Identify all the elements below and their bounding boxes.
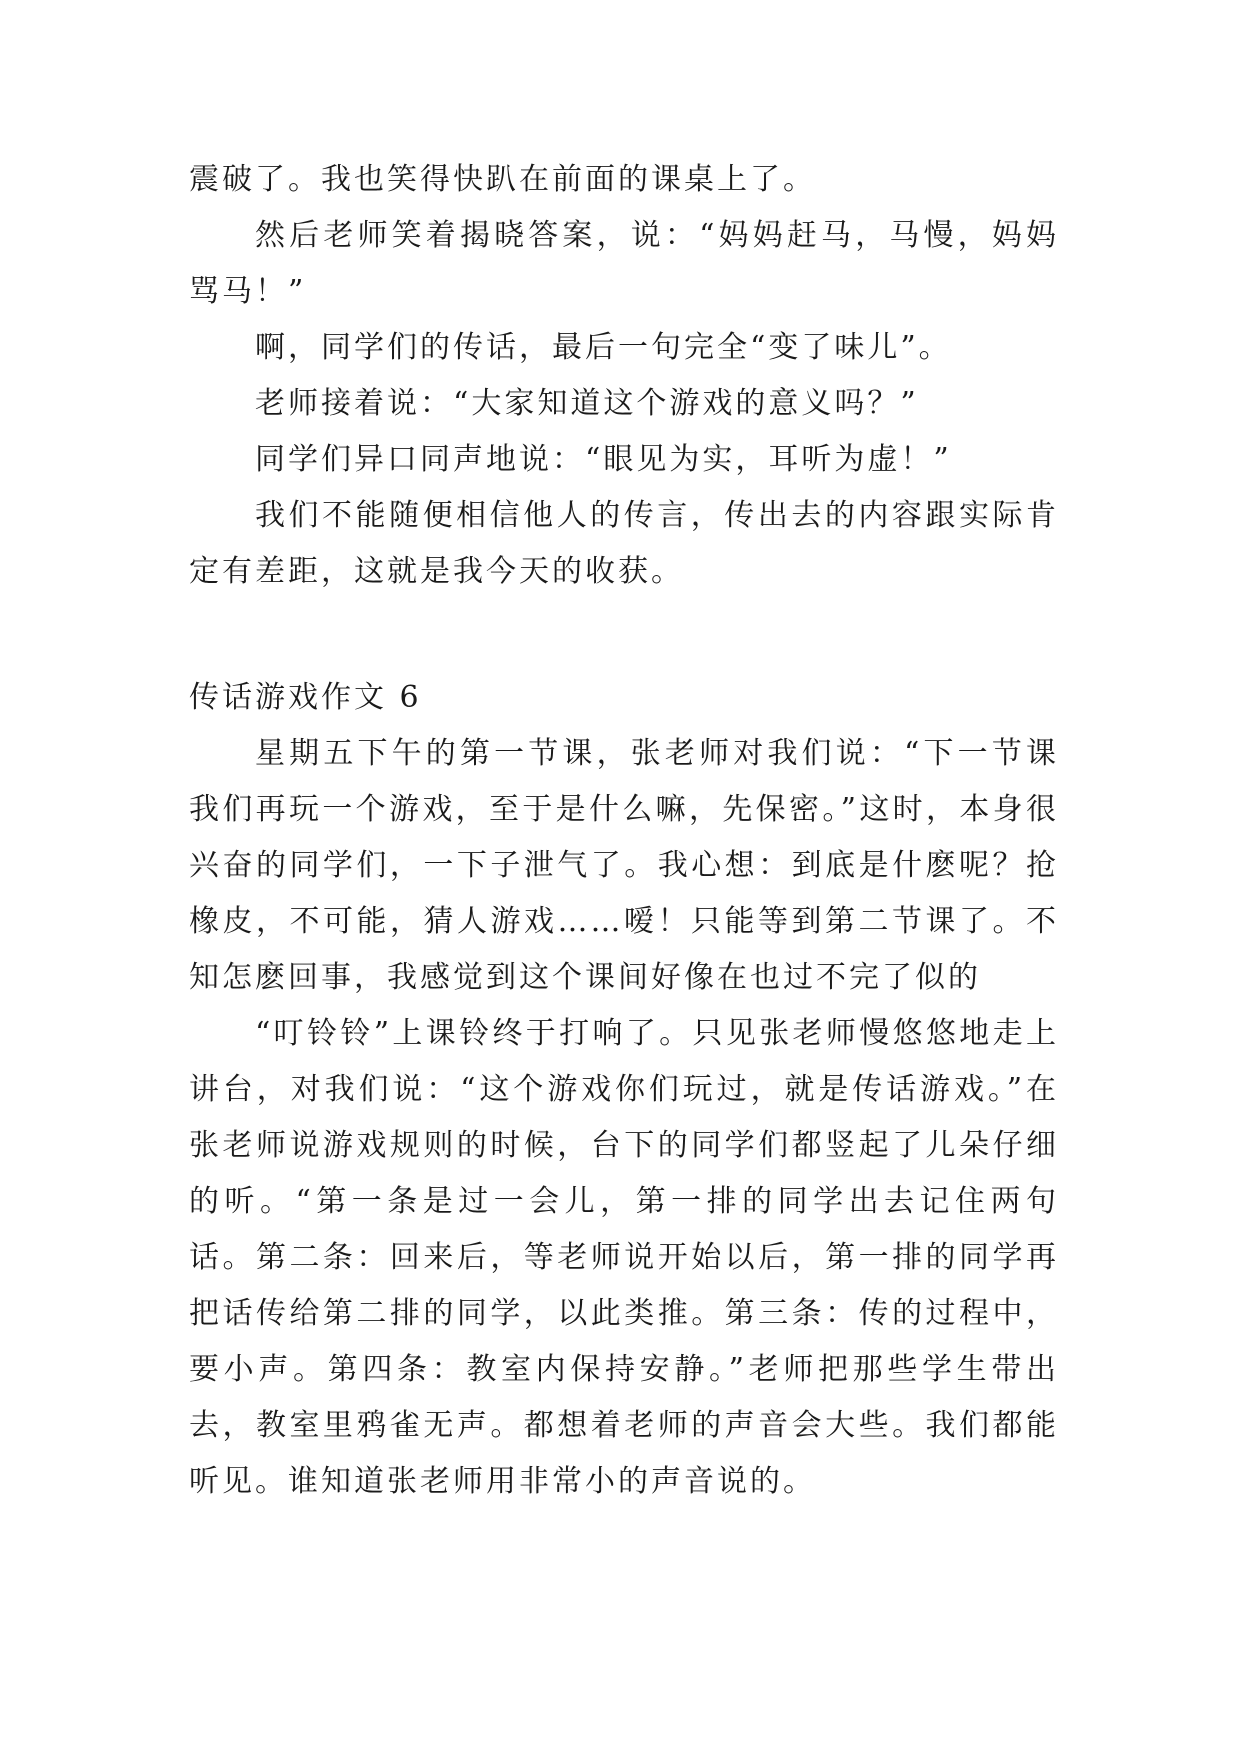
document-body xyxy=(189,152,1059,1510)
section-spacer xyxy=(189,600,1059,670)
paragraph-friday-class: 星期五下午的第一节课，张老师对我们说：“下一节课我们再玩一个游戏，至于是什么嘛，先保密。”这时，本身很兴奋的同学们，一下子泄气了。我心想：到底是什麽呢？抢橡皮，不可能，猜人游戏……嗳！只能等到第二节课了。不知怎麽回事，我感觉到这个课间好像在也过不完了似的 xyxy=(189,736,1059,995)
section-title: 传话游戏作文 6 xyxy=(189,680,422,715)
paragraph-conclusion: 我们不能随便相信他人的传言，传出去的内容跟实际肯定有差距，这就是我今天的收获。 xyxy=(189,498,1059,589)
paragraph-students-answer: 同学们异口同声地说：“眼见为实，耳听为虚！” xyxy=(255,442,952,477)
paragraph-changed-meaning: 啊，同学们的传话，最后一句完全“变了味儿”。 xyxy=(255,330,952,365)
paragraph-teacher-question: 老师接着说：“大家知道这个游戏的意义吗？” xyxy=(255,386,919,421)
paragraph-game-rules: “叮铃铃”上课铃终于打响了。只见张老师慢悠悠地走上讲台，对我们说：“这个游戏你们玩过，就是传话游戏。”在张老师说游戏规则的时候，台下的同学们都竖起了儿朵仔细的听。“第一条是过一会儿，第一排的同学出去记住两句话。第二条：回来后，等老师说开始以后，第一排的同学再把话传给第二排的同学，以此类推。第三条：传的过程中，要小声。第四条：教室内保持安静。”老师把那些学生带出去，教室里鸦雀无声。都想着老师的声音会大些。我们都能听见。谁知道张老师用非常小的声音说的。 xyxy=(189,1016,1059,1499)
paragraph-continuation: 震破了。我也笑得快趴在前面的课桌上了。 xyxy=(189,162,816,197)
paragraph-answer-reveal: 然后老师笑着揭晓答案，说：“妈妈赶马，马慢，妈妈骂马！” xyxy=(189,218,1059,309)
